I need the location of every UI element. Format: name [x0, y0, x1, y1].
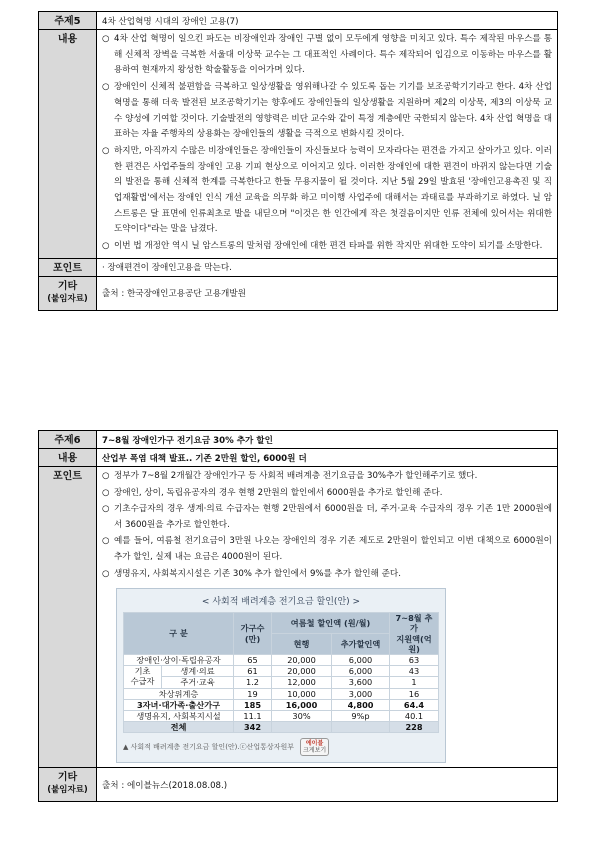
row-label: 차상위계층: [124, 688, 234, 699]
row-additional: 9%p: [332, 710, 390, 721]
topic6-table: [38, 430, 558, 802]
row-group-line1: 기초: [134, 666, 151, 677]
header-additional: 추가할인액: [332, 634, 390, 655]
topic5-table: [38, 11, 558, 311]
topic5-point: · 장애편견이 장애인고용을 막는다.: [97, 258, 558, 276]
topic6-etc-label: [39, 768, 97, 802]
row-label: 장애인·상이·독립유공자: [124, 654, 234, 665]
paragraph: 이번 법 개정안 역시 닐 암스트롱의 말처럼 장애인에 대한 편견 타파를 위한 작지만 위대한 도약이 되기를 소망한다.: [114, 241, 543, 252]
topic5-label: 주제5: [39, 12, 97, 30]
row-additional: 3,600: [332, 677, 390, 688]
header-households-unit: (만): [244, 633, 261, 644]
badge-top-text: 에이블: [305, 740, 324, 748]
topic5-etc-label: [39, 276, 97, 310]
paragraph: 하지만, 아직까지 수많은 비장애인들은 장애인들이 자신들보다 능력이 모자라다는 편견을 가지고 살아가고 있다. 이러한 편견은 사업주들의 장애인 고용 기피 현상으로 이어지고 있다. 이러한 장애인에 대한 편견이 바뀌지 않는다면 기술의 발전을 통해 신체적 한계를 극복한다고 한들 무용지물이 될 것이다. 지난 5월 29일 발효된 '장애인고용촉진 및 직업재활법'에서는 장애인 인식 개선 교육을 의무화 하고 미이행 사업주에 대해서는 과태료를 부과하기로 하였다. 닐 암스트롱은 달 표면에 인류최초로 발을 내딛으며 "이것은 한 인간에게 작은 첫걸음이지만 인류 전체에 있어서는 위대한 도약이다"라는 말을 남겼다.: [114, 145, 552, 235]
topic6-content: 산업부 폭염 대책 발표.. 기존 2만원 할인, 6000원 더: [97, 449, 558, 467]
paragraph: 생명유지, 사회복지시설은 기존 30% 추가 할인에서 9%를 추가 할인해 준다.: [114, 568, 401, 579]
table-total-row: [124, 722, 439, 733]
row-households: 11.1: [234, 710, 272, 721]
paragraph: 4차 산업 혁명이 일으킨 파도는 비장애인과 장애인 구별 없이 모두에게 영향을 미치고 있다. 특수 제작된 마우스를 통해 신체적 장벽을 극복한 서울대 이상묵 교수는 그 대표적인 사례이다. 특수 제작되어 입김으로 이동하는 마우스를 활용하여 현재까지 왕성한 학술활동을 이어가며 있다.: [114, 34, 552, 76]
row-households: 342: [234, 722, 272, 733]
row-support: 64.4: [390, 699, 439, 710]
list-item: [102, 80, 552, 143]
discount-figure: [116, 588, 446, 763]
topic5-content-label: 내용: [39, 30, 97, 259]
paragraph: 장애인이 신체적 불편함을 극복하고 일상생활을 영위해나갈 수 있도록 돕는 기기를 보조공학기기라고 한다. 4차 산업 혁명을 통해 더욱 발전된 보조공학기기는 향후에도 장애인들의 일상생활을 지원하며 제2의 이상묵, 제3의 이상묵 교수 양성에 기여할 것이다. 기술발전의 영향력은 비단 교수와 같이 특정 계층에만 국한되지 않는다. 4차 산업 혁명을 대표하는 자율 주행차의 상용화는 장애인들의 생활을 극적으로 변화시킬 것이다.: [114, 82, 552, 140]
etc-sub-label: (붙임자료): [47, 785, 88, 796]
table-header-row: [124, 613, 439, 634]
header-support: [390, 613, 439, 655]
row-additional: 6,000: [332, 666, 390, 677]
row-households: 185: [234, 699, 272, 710]
circle-bullet-icon: ○: [102, 145, 110, 156]
paragraph: 기초수급자의 경우 생계·의료 수급자는 현행 2만원에서 6000원을 더, 주거·교육 수급자의 경우 기존 1만 2000원에서 3600원을 추가로 할인한다.: [114, 504, 552, 530]
topic6-point: [97, 467, 558, 768]
row-label: 생계·의료: [162, 666, 234, 677]
row-label: 생명유지, 사회복지시설: [124, 710, 234, 721]
row-additional: 6,000: [332, 654, 390, 665]
header-summer: 여름철 할인액 (원/월): [272, 613, 390, 634]
row-support: 228: [390, 722, 439, 733]
row-label: 3자녀·대가족·출산가구: [124, 699, 234, 710]
topic5-title: 4차 산업혁명 시대의 장애인 고용(7): [97, 12, 558, 30]
row-current: 10,000: [272, 688, 332, 699]
badge-bottom-text: 크게보기: [302, 747, 327, 755]
table-row: [124, 654, 439, 665]
row-support: 40.1: [390, 710, 439, 721]
topic5-content: [97, 30, 558, 259]
table-row: [124, 666, 439, 677]
discount-table: [123, 612, 439, 733]
row-group-label: [124, 666, 162, 688]
header-support-unit: 지원액(억원): [396, 633, 432, 654]
row-current: 20,000: [272, 654, 332, 665]
row-group-line2: 수급자: [130, 676, 155, 687]
row-households: 61: [234, 666, 272, 677]
topic6-content-label: 내용: [39, 449, 97, 467]
topic6-label: 주제6: [39, 431, 97, 449]
list-item: [102, 502, 552, 533]
enlarge-badge[interactable]: [300, 738, 329, 756]
circle-bullet-icon: ○: [102, 487, 110, 498]
header-households: [234, 613, 272, 655]
etc-label: 기타: [57, 772, 78, 784]
etc-sub-label: (붙임자료): [47, 293, 88, 304]
paragraph: 예를 들어, 여름철 전기요금이 3만원 나오는 장애인의 경우 기존 제도로 2만원이 할인되고 이번 대책으로 6000원이 추가 할인, 실제 내는 요금은 4000원이 된다.: [114, 536, 552, 562]
row-households: 65: [234, 654, 272, 665]
header-support-label: 7~8월 추가: [395, 613, 433, 634]
circle-bullet-icon: ○: [102, 82, 110, 93]
list-item: [102, 567, 552, 583]
row-support: 43: [390, 666, 439, 677]
row-support: 63: [390, 654, 439, 665]
paragraph: 장애인, 상이, 독립유공자의 경우 현행 2만원의 할인에서 6000원을 추가로 할인해 준다.: [114, 487, 443, 498]
topic6-source: 출처 : 에이블뉴스(2018.08.08.): [97, 768, 558, 802]
topic6-title: 7~8월 장애인가구 전기요금 30% 추가 할인: [97, 431, 558, 449]
list-item: [102, 534, 552, 565]
table-row: [124, 710, 439, 721]
row-additional: [332, 722, 390, 733]
row-additional: 3,000: [332, 688, 390, 699]
topic5-point-label: 포인트: [39, 258, 97, 276]
row-households: 19: [234, 688, 272, 699]
figure-caption-row: [123, 738, 439, 756]
row-support: 16: [390, 688, 439, 699]
table-row: [124, 699, 439, 710]
row-current: 16,000: [272, 699, 332, 710]
list-item: [102, 32, 552, 79]
row-support: 1: [390, 677, 439, 688]
circle-bullet-icon: ○: [102, 536, 110, 547]
topic5-source: 출처 : 한국장애인고용공단 고용개발원: [97, 276, 558, 310]
list-item: [102, 486, 552, 502]
header-category: 구 분: [124, 613, 234, 655]
figure-title: < 사회적 배려계층 전기요금 할인(안) >: [201, 597, 361, 608]
row-label: 전체: [124, 722, 234, 733]
circle-bullet-icon: ○: [102, 34, 110, 44]
list-item: [102, 239, 552, 255]
circle-bullet-icon: ○: [102, 568, 110, 579]
row-current: [272, 722, 332, 733]
figure-caption: ▲ 사회적 배려계층 전기요금 할인(안).ⓒ산업통상자원부: [123, 743, 294, 752]
row-households: 1.2: [234, 677, 272, 688]
row-current: 12,000: [272, 677, 332, 688]
list-item: [102, 469, 552, 485]
circle-bullet-icon: ○: [102, 241, 110, 252]
row-current: 20,000: [272, 666, 332, 677]
row-additional: 4,800: [332, 699, 390, 710]
etc-label: 기타: [57, 280, 78, 292]
paragraph: 정부가 7~8월 2개월간 장애인가구 등 사회적 배려계층 전기요금을 30%추가 할인해주기로 했다.: [114, 471, 478, 481]
circle-bullet-icon: ○: [102, 471, 110, 481]
list-item: [102, 144, 552, 238]
header-households-label: 가구수: [240, 623, 265, 634]
row-current: 30%: [272, 710, 332, 721]
table-row: [124, 677, 439, 688]
table-row: [124, 688, 439, 699]
circle-bullet-icon: ○: [102, 504, 110, 515]
header-current: 현행: [272, 634, 332, 655]
topic6-point-label: 포인트: [39, 467, 97, 768]
row-label: 주거·교육: [162, 677, 234, 688]
